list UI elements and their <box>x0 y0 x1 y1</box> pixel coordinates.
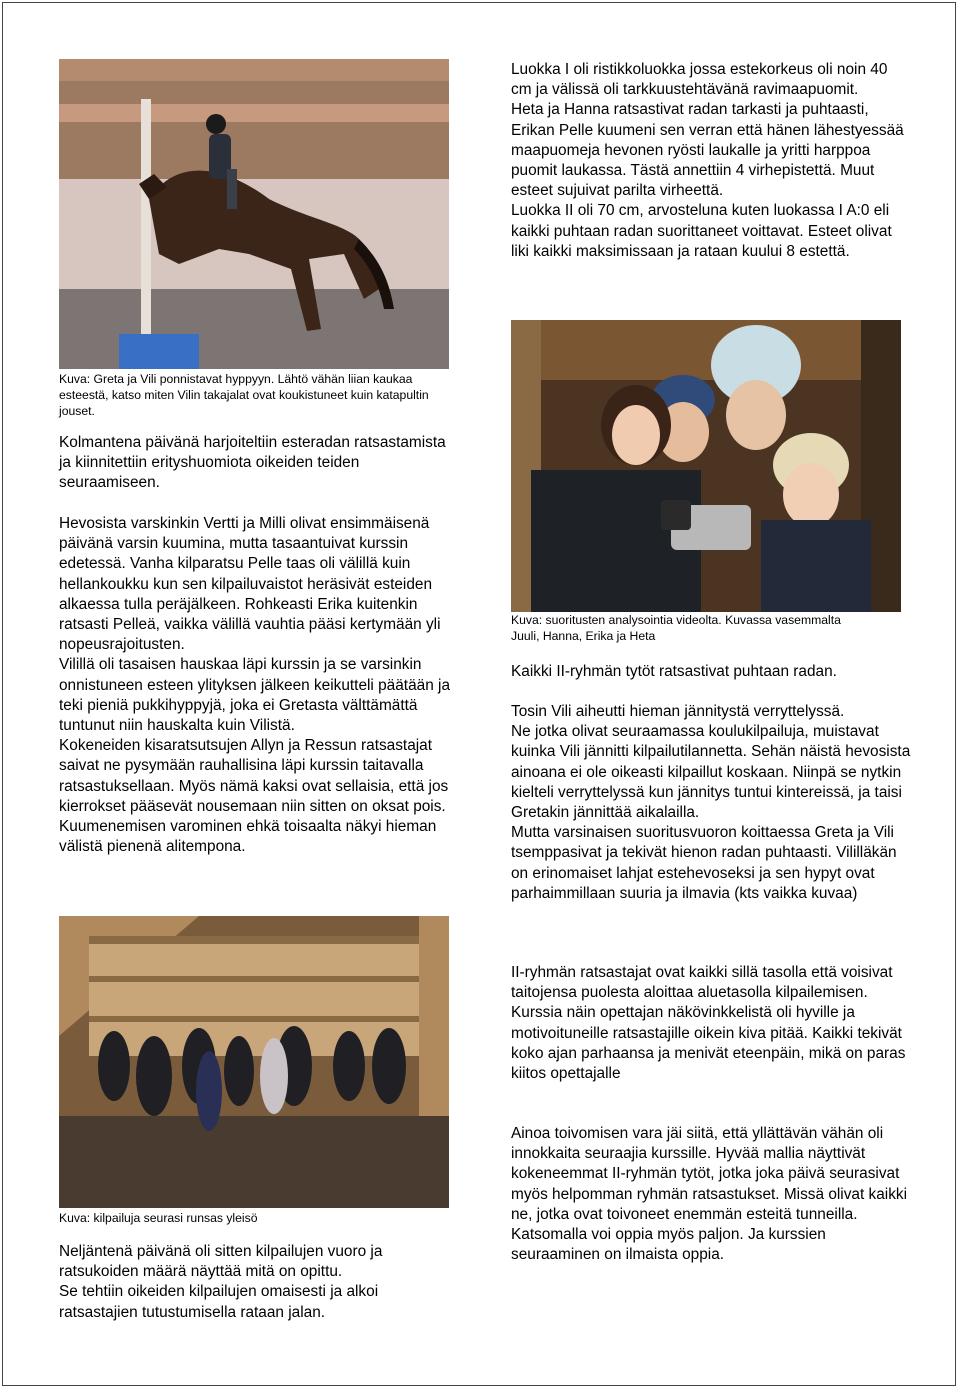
paragraph: Neljäntenä päivänä oli sitten kilpailujen vuoro ja ratsukoiden määrä näyttää mitä on opittu. <box>59 1243 383 1281</box>
right-closing-text <box>511 1124 911 1265</box>
paragraph: Kokeneiden kisaratsutsujen Allyn ja Ressun ratsastajat saivat ne pysymään rauhallisina läpi kurssin taitavalla ratsastuksellaan. Myös nämä kaksi ovat sellaisia, että jos kierrokset pääsevät nousemaan niin sitten on oksat pois. <box>59 737 449 815</box>
paragraph: Hevosista varskinkin Vertti ja Milli olivat ensimmäisenä päivänä varsin kuumina, mutta tasaantuivat kurssin edetessä. Vanha kilparatsu Pelle taas oli välillä kuin hellankoukku kun sen kilpailuvaistot heräsivät esteiden alkaessa tulla peräjälkeen. Rohkeasti Erika kuitenkin ratsasti Pelleä, vaikka välillä vauhtia pääsi kertymään yli nopeusrajoitusten. <box>59 515 441 654</box>
left-intro-text: Kolmantena päivänä harjoiteltiin esteradan ratsastamista ja kiinnitettiin erityshuomiota oikeiden teiden seuraamiseen. <box>59 434 446 492</box>
paragraph: II-ryhmän ratsastajat ovat kaikki sillä tasolla että voisivat taitojensa puolesta aloittaa aluetasolla kilpailemisen. <box>511 964 893 1002</box>
paragraph: Se tehtiin oikeiden kilpailujen omaisesti ja alkoi ratsastajien tutustumisella rataan jalan. <box>59 1283 379 1321</box>
left-bottom-text <box>59 1242 459 1323</box>
right-vili-text <box>511 702 911 904</box>
paragraph: Kurssia näin opettajan näkövinkkelistä oli hyville ja motivoituneille ratsastajille oikein kiva pitää. Kaikki tekivät koko ajan parhaansa ja menivät eteenpäin, mikä on paras kiitos opettajalle <box>511 1004 906 1083</box>
paragraph: Heta ja Hanna ratsastivat radan tarkasti ja puhtaasti, Erikan Pelle kuumeni sen verran että hänen lähestyessää maapuomeja hevonen ryösti laukalle ja yritti harppoa puomit laukassa. Tästä annettiin 4 virhepistettä. Muut esteet sujuivat parilta virheettä. <box>511 101 904 200</box>
girls-camera-illustration <box>511 320 901 612</box>
photo-audience <box>59 916 449 1208</box>
paragraph: Katsomalla voi oppia myös paljon. Ja kurssien seuraaminen on ilmaista oppia. <box>511 1226 826 1264</box>
caption-horse-photo: Kuva: Greta ja Vili ponnistavat hyppyyn. Lähtö vähän liian kaukaa esteestä, katso miten Vilin takajalat ovat koukistuneet kuin katapultin jouset. <box>59 372 429 418</box>
paragraph: Luokka II oli 70 cm, arvosteluna kuten luokassa I A:0 eli kaikki puhtaan radan suorittaneet voittavat. Esteet olivat liki kaikki maksimissaan ja rataan kuului 8 estettä. <box>511 202 892 260</box>
caption-line: Juuli, Hanna, Erika ja Heta <box>511 629 656 643</box>
caption-girls-photo <box>511 612 906 644</box>
left-main-text <box>59 514 459 857</box>
right-group-text <box>511 963 911 1084</box>
paragraph: Ainoa toivomisen vara jäi siitä, että yllättävän vähän oli innokkaita seuraajia kurssille. Hyvää mallia näyttivät kokeneemmat II-ryhmän tytöt, jotka joka päivä seurasivat myös helpomman ryhmän ratsastukset. Missä olivat kaikki ne, jotka ovat toivoneet enemmän esteitä tunneilla. <box>511 1125 908 1223</box>
paragraph: Tosin Vili aiheutti hieman jännitystä verryttelyssä. <box>511 703 845 720</box>
paragraph: Vilillä oli tasaisen hauskaa läpi kurssin ja se varsinkin onnistuneen esteen ylityksen jälkeen keikutteli päätään ja teki pieniä pukkihyppyjä, joka ei Gretasta välttämättä tuntunut niin hauskalta kuin Vilistä. <box>59 656 451 735</box>
photo-girls-with-camera <box>511 320 901 612</box>
horse-jump-illustration <box>59 59 449 369</box>
right-top-text <box>511 60 911 262</box>
paragraph: Kuumenemisen varominen ehkä toisaalta näkyi hieman välistä pienenä alitempona. <box>59 818 437 856</box>
caption-audience-photo: Kuva: kilpailuja seurasi runsas yleisö <box>59 1211 258 1225</box>
photo-horse-jumping <box>59 59 449 369</box>
paragraph: Luokka I oli ristikkoluokka jossa estekorkeus oli noin 40 cm ja välissä oli tarkkuustehtävänä ravimaapuomit. <box>511 61 888 99</box>
paragraph: Mutta varsinaisen suoritusvuoron koittaessa Greta ja Vili tsemppasivat ja tekivät hienon radan puhtaasti. Vililläkän on erinomaiset lahjat estehevoseksi ja sen hypyt ovat parhaimmillaan suuria ja ilmavia (kts vaikka kuvaa) <box>511 824 897 902</box>
caption-line: Kuva: suoritusten analysointia videolta. Kuvassa vasemmalta <box>511 613 841 627</box>
right-result-text: Kaikki II-ryhmän tytöt ratsastivat puhtaan radan. <box>511 663 837 680</box>
paragraph: Ne jotka olivat seuraamassa koulukilpailuja, muistavat kuinka Vili jännitti kilpailutilannetta. Sehän näistä hevosista ainoana ei ole oikeasti kilpaillut koskaan. Niinpä se nytkin kielteli verryttelyssä kun jännitys tuntui kintereissä, ja taisi Gretakin jännittää aikalailla. <box>511 723 911 822</box>
audience-illustration <box>59 916 449 1208</box>
